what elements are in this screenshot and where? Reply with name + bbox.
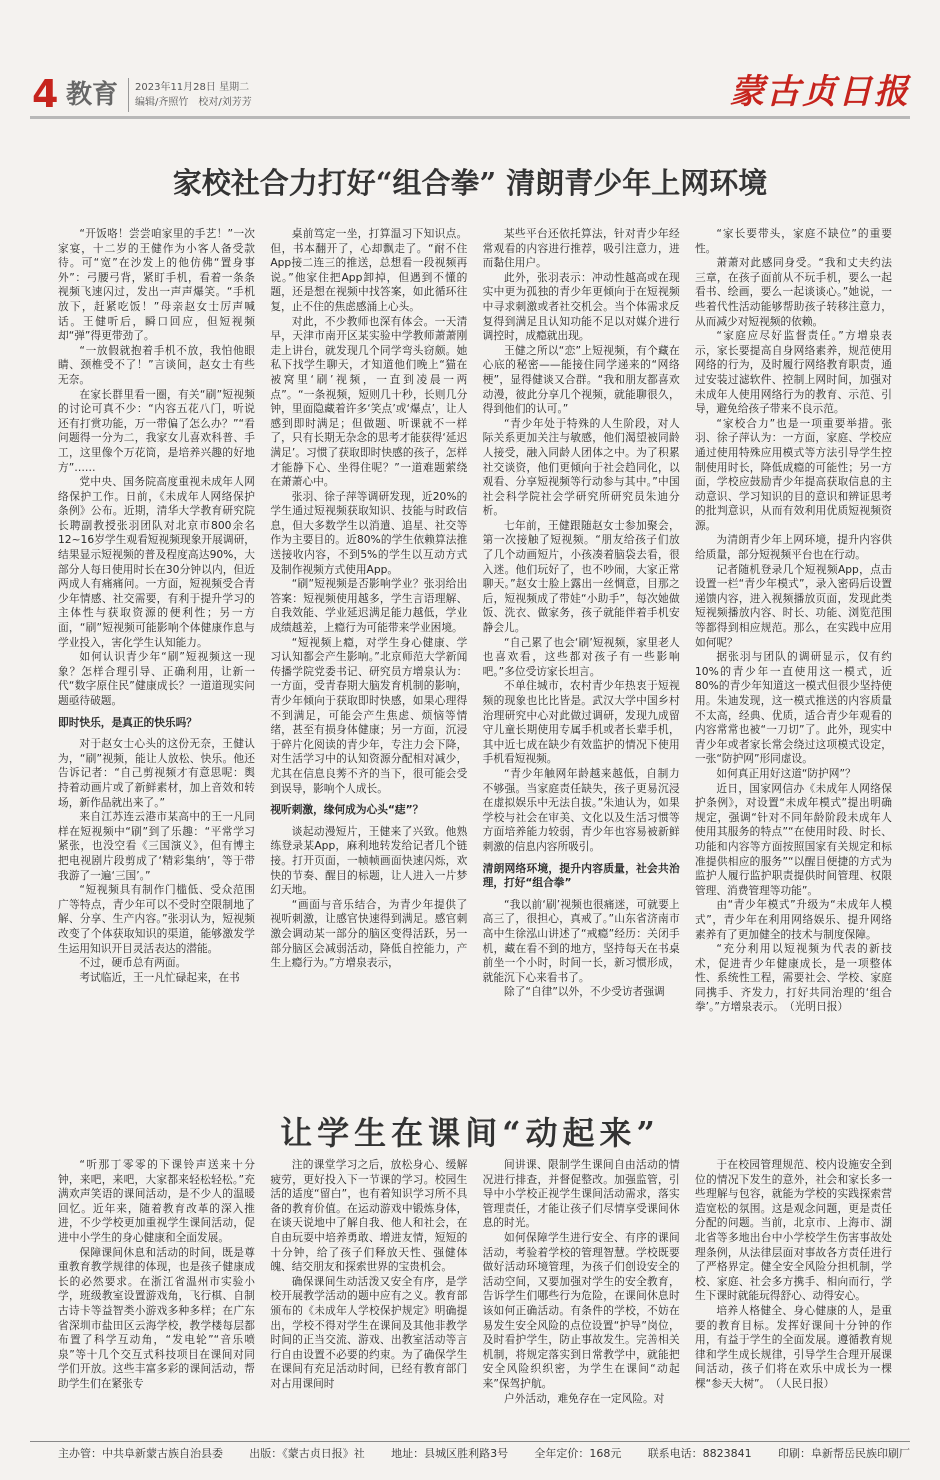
footer-address: 地址：县城区胜利路3号 [391, 1447, 509, 1460]
article2-headline: 让学生在课间“动起来” [280, 1114, 660, 1153]
footer-publisher: 出版：《蒙古贞日报》社 [249, 1447, 365, 1460]
paragraph: 为清朗青少年上网环境，提升内容供给质量，部分短视频平台也在行动。 [694, 533, 892, 562]
paragraph: 保障课间休息和活动的时间，既是尊重教育教学规律的体现，也是孩子健康成长的必然要求。在浙江省温州市实验小学，班级教室设置游戏角，飞行棋、自制古诗卡等益智类小游戏多种多样；在广东省深圳市盐田区云海学校，教学楼每层都布置了科学互动角，“发电轮”“音乐喷泉”等十几个交互式科技项目在课间对同学们开放。这些丰富多彩的课间活动，帮助学生们在紧张专 [58, 1245, 255, 1390]
paragraph: 对于赵女士心头的这份无奈，王健认为，“刷”视频，能让人放松、快乐。他还告诉记者：“自己剪视频才有意思呢：舆持着动画片或了新鲜素材，加上音效和转场，新作品就出来了。” [58, 737, 255, 809]
paragraph: 记者随机登录几个短视频App，点击设置一栏“青少年模式”，录入密码后设置递馈内容，进入视频播放页面，发现此类短视频播放内容、时长、功能、浏览范围等都得到相应规范。那么，在实践中应用如何呢？ [694, 562, 892, 649]
paragraph: 萧萧对此感同身受。“我和丈夫约法三章，在孩子面前从不玩手机，要么一起看书、绘画，要么一起谈谈心。”她说，一些着代性活动能够帮助孩子转移注意力，从而减少对短视频的依赖。 [694, 256, 892, 328]
paragraph: “短视频具有制作门槛低、受众范围广等特点，青少年可以不受时空限制地了解、分享、生产内容。”张羽认为，短视频改变了个体获取知识的渠道，能够激发学生运用知识开目灵活表达的潜能。 [58, 883, 255, 955]
paragraph: “刷”短视频是否影响学业？张羽给出答案：短视频使用越多，学生言语理解、自我效能、学业延迟满足能力越低，学业成绩越差，上瘾行为可能带来学业困境。 [270, 577, 468, 635]
article1-column-2 [270, 227, 467, 1045]
page-number: 4 [32, 72, 59, 116]
paragraph: 党中央、国务院高度重视未成年人网络保护工作。日前，《未成年人网络保护条例》公布。近期，清华大学教育研究院长聘副教授张羽团队对北京市800余名12~16岁学生观看短视频现象开展调研，结果显示短视频的普及程度高达90%，大部分人每日使用时长在30分钟以内，但近两成人有痛痛问。一方面，短视频受合青少年情感、社交需要，有利于提升学习的主体性与获取资源的便利性；另一方面，“刷”短视频可能影响个体健康作息与学业投入，害化学生认知能力。 [58, 475, 255, 649]
paragraph: 此外，张羽表示：冲动性越高或在现实中更为孤独的青少年更倾向于在短视频中寻求刺激或者社交机会。当个体需求反复得到满足且认知功能不足以对媒介进行调控时，成瘾就出现。 [482, 270, 680, 343]
paragraph: “家长要带头，家庭不缺位”的重要性。 [694, 227, 892, 255]
subheading: 清朗网络环境，提升内容质量，社会共治理，打好“组合拳” [482, 861, 680, 890]
paragraph: 谈起动漫短片，王健来了兴致。他熟练登录某App，麻利地转发给记者几个链接。打开页面，一帧帧画面快速闪烁，欢快的节奏、醒目的标题，让人进入一片梦幻天地。 [270, 824, 468, 897]
paragraph: “开饭咯！尝尝咱家里的手艺！”一次家宴，十二岁的王健作为小客人备受款待。可“宽”在沙发上的他仿佛“置身事外”：弓腰弓背，紧盯手机，看着一条条视频飞速闪过，发出一声声爆笑。“手机放下，赶紧吃饭！”母亲赵女士厉声喊话。王健听后，瞬口回应，但短视频却“弹”得更带劲了。 [58, 227, 255, 343]
paragraph: 如何保障学生进行安全、有序的课间活动，考验着学校的管理智慧。学校既要做好活动环境管理，为孩子们创设安全的活动空间，又要加强对学生的安全教育，告诉学生们哪些行为危险，在课间休息时该如何正确活动。有条件的学校，不妨在易发生安全风险的点位设置“护导”岗位，及时看护学生，防止事故发生。完善相关机制，将规定落实到日常教学中，就能把安全风险织织密，为学生在课间“动起来”保驾护航。 [482, 1230, 680, 1390]
paragraph: 七年前，王健跟随赵女士参加聚会，第一次接触了短视频。“朋友给孩子们放了几个动画短片，小孩凑着脑袋去看，很入迷。他们玩好了，也不吵闹，大家正常聊天。”赵女士脸上露出一丝惆意，目那之后，短视频成了带娃“小助手”，每次她做饭、洗衣、做家务，孩子就能伴着手机安静会儿。 [482, 518, 680, 635]
issue-date: 2023年11月28日 星期二 [135, 82, 250, 93]
paragraph: 确保课间生动活泼又安全有序，是学校开展教学活动的题中应有之义。教育部颁布的《未成年人学校保护规定》明确提出，学校不得对学生在课间及其他非教学时间的正当交流、游戏、出教室活动等言行自由设置不必要的约束。为了确保学生在课间有充足活动时间，已经有教育部门对占用课间时 [270, 1274, 468, 1390]
paragraph: 于在校园管理规范、校内设施安全到位的情况下发生的意外，社会和家长多一些理解与包容，就能为学校的实践探索营造宽松的氛围。这是观念问题，更是责任分配的问题。当前，北京市、上海市、湖北省等多地出台中小学校学生伤害事故处理条例，从法律层面对事故各方责任进行了严格界定。健全安全风险分担机制，学校、家庭、社会多方携手、相向而行，学生下课时就能玩得舒心、动得安心。 [694, 1158, 892, 1303]
paragraph: “青少年触网年龄越来越低，自制力不够强。当家庭责任缺失，孩子更易沉浸在虚拟娱乐中无法自拔。”朱迪认为，如果学校与社会在审美、文化以及生活习惯等方面培养能力较弱，青少年也容易被新鲜刺激的信息内容所吸引。 [482, 766, 680, 853]
article2-column-3 [483, 1158, 680, 1438]
masthead-rule [30, 116, 910, 119]
article2-column-4 [695, 1158, 892, 1438]
footer-phone: 联系电话：8823841 [647, 1447, 752, 1460]
paragraph: “自己累了也会‘刷’短视频，家里老人也喜欢看，这些都对孩子有一些影响吧。”多位受访家长坦言。 [482, 635, 680, 678]
paragraph: 王健之所以“恋”上短视频，有个藏在心底的秘密——能接住同学递来的“网络梗”，显得健谈又合群。“我和朋友都喜欢动漫，彼此分享几个视频，就能聊很久，得到他们的认可。” [482, 343, 680, 416]
footer-sponsor: 主办管：中共阜新蒙古族自治县委 [58, 1447, 223, 1460]
footer-rule [30, 1441, 910, 1442]
paragraph: “家校合力”也是一项重要举措。张羽、徐子萍认为：一方面，家庭、学校应通过使用特殊应用模式等方法引导学生控制使用时长，降低成瘾的可能性；另一方面，学校应鼓励青少年提高获取信息的主动意识、学习知识的目的意识和辨证思考的批判意识，从而有效利用优质短视频资源。 [694, 416, 892, 532]
paragraph: 据张羽与团队的调研显示，仅有约10%的青少年一直使用这一模式，近80%的青少年知道这一模式但很少坚持使用。朱迪发现，这一模式推送的内容质量不太高，经典、优质，适合青少年观看的内容常常也被“一刀切”了。此外，现实中青少年或者家长常会绕过这项模式设定，一张“防护网”形同虚设。 [694, 650, 892, 766]
subheading: 视听刺激，缘何成为心头“痣”？ [270, 803, 424, 817]
article1-column-3 [483, 227, 680, 1045]
paragraph: 不过，硬币总有两面。 [79, 956, 187, 970]
masthead-divider [128, 78, 129, 112]
editor-credits: 编辑/齐照竹 校对/刘芳芳 [135, 97, 252, 108]
newspaper-logo: 蒙古贞日报 [730, 72, 910, 112]
paragraph: 近日，国家网信办《未成年人网络保护条例》，对设置“未成年模式”提出明确规定，强调“针对不同年龄阶段未成年人使用其服务的特点”“在使用时段、时长、功能和内容等方面按照国家有关规定和标准提供相应的服务”“以醒目便捷的方式为监护人履行监护职责提供时间管理、权限管理、消费管理等功能”。 [694, 781, 892, 897]
article1-column-1 [58, 227, 255, 1045]
subheading: 即时快乐，是真正的快乐吗？ [58, 715, 197, 729]
paragraph: 由“青少年模式”升级为“未成年人模式”，青少年在利用网络娱乐、提升网络素养有了更加健全的技术与制度保障。 [694, 898, 892, 941]
paragraph: 不单住城市，农村青少年热衷于短视频的现象也比比皆是。武汉大学中国乡村治理研究中心对此做过调研，发现九成留守儿童长期使用专属手机或者长辈手机，其中近七成在缺少有效监护的情况下使用手机看短视频。 [482, 679, 680, 766]
paragraph: 对此，不少教师也深有体会。一天清早，天津市南开区某实验中学教师萧萧刚走上讲台，就发现几个同学弯头窃颇。她私下找学生聊天，才知道他们晚上“猫在被窝里‘刷’视频，一直到凌晨一两点”。“一条视频，短则几十秒，长则几分钟，里面隐藏着许多‘笑点’或‘爆点’，让人感到即时满足；但做题、听课就不一样了，只有长期无杂念的思考才能获得‘延迟满足’。习惯了获取即时快感的孩子，怎样才能静下心、坐得住呢？”一道难题萦绕在萧萧心中。 [270, 314, 468, 489]
paragraph: 考试临近，王一凡忙碌起来，在书 [79, 970, 240, 984]
paragraph: “一放假就抱着手机不放，我怕他眼睛、颈椎受不了！”言谈间，赵女士有些无奈。 [58, 343, 255, 386]
paragraph: 桌前笃定一坐，打算温习下知识点。但，书本翻开了，心却飘走了。“耐不住App接二连三的推送，总想看一段视频再说。”他家住把App卸掉，但遇到不懂的题，还是想在视频中找答案，如此循环往复，止不住的焦虑感涌上心头。 [270, 227, 468, 313]
masthead [0, 62, 940, 118]
article1-headline: 家校社合力打好“组合拳” 清朗青少年上网环境 [172, 166, 768, 201]
paragraph: 在家长群里看一圈，有关“刷”短视频的讨论可真不少：“内容五花八门，听说还有打赏功能，万一带偏了怎么办？”“看问题得一分为二，我家女儿喜欢科普、手工，这里像个万花筒，是培养兴趣的好地方”…… [58, 387, 255, 474]
paragraph: “青少年处于特殊的人生阶段，对人际关系更加关注与敏感，他们渴望被同龄人接受，融入同龄人团体之中。为了积累社交谈资，他们更倾向于社会趋同化，以观看、分享短视频等行动参与其中。”中国社会科学院社会学研究所研究员朱迪分析。 [482, 416, 680, 518]
paragraph: 培养人格健全、身心健康的人，是重要的教育目标。发挥好课间十分钟的作用，有益于学生的全面发展。遵循教育规律和学生成长规律，引导学生合理开展课间活动，孩子们将在欢乐中成长为一棵棵“参天大树”。 （人民日报） [694, 1303, 892, 1390]
paragraph: 户外活动，难免存在一定风险。对 [504, 1391, 665, 1405]
paragraph: 如何认识青少年“刷”短视频这一现象？怎样合理引导、正确利用，让新一代“数字原住民”健康成长？一道道现实问题亟待破题。 [58, 650, 255, 707]
paragraph: 来自江苏连云港市某高中的王一凡同样在短视频中“刷”到了乐趣：“平常学习紧张，也没空看《三国演义》，但有博主把电视剧片段剪成了‘精彩集纳’，等于带我游了一遍‘三国’。” [58, 810, 255, 882]
paragraph: “听那丁零零的下课铃声送来十分钟，来吧，来吧，大家都来轻松轻松。”充满欢声笑语的课间活动，是不少人的温暖回忆。近年来，随着教育改革的深入推进，不少学校更加重视学生课间活动，促进中小学生的身心健康和全面发展。 [58, 1158, 255, 1244]
article2-column-1 [58, 1158, 255, 1438]
article2-column-2 [270, 1158, 467, 1438]
paragraph: “画面与音乐结合，为青少年提供了视听刺激，让感官快速得到满足。感官刺激会调动某一部分的脑区变得活跃，另一部分脑区会减弱活动，降低自控能力，产生上瘾行为。”方增泉表示， [270, 897, 468, 970]
article1-column-4 [695, 227, 892, 1045]
paragraph: “我以前‘刷’视频也很痛迷，可就要上高三了，很担心，真戒了。”山东省济南市高中生徐泓山讲述了“戒瘾”经历：关闭手机，藏在看不到的地方，坚持每天在书桌前坐一个小时，时间一长，新习惯形成，就能沉下心来看书了。 [482, 897, 680, 984]
footer [58, 1447, 910, 1463]
footer-printer: 印刷：阜新帮岳民族印刷厂 [777, 1447, 910, 1460]
paragraph: 除了“自律”以外，不少受访者强调 [504, 985, 665, 999]
footer-price: 全年定价：168元 [534, 1447, 622, 1460]
paragraph: “家庭应尽好监督责任。”方增泉表示，家长要提高自身网络素养，规范使用网络的行为，及时履行网络教育职责，通过安装过滤软件、控制上网时间，加强对未成年人使用网络行为的教育、示范、引导，避免给孩子带来不良示范。 [694, 329, 892, 416]
article2-body [58, 1158, 892, 1438]
paragraph: 如何真正用好这道“防护网”？ [716, 766, 856, 780]
paragraph: 注的课堂学习之后，放松身心、缓解疲劳，更好投入下一节课的学习。校园生活的适度“留白”，也有着知识学习所不具备的教育价值。在运动游戏中锻炼身体，在谈天说地中了解自我、他人和社会，在自由玩耍中培养勇敢、增进友情，短短的十分钟，给了孩子们释放天性、强健体魄、结交朋友和探索世界的宝贵机会。 [270, 1158, 468, 1274]
paragraph: 张羽、徐子萍等调研发现，近20%的学生通过短视频获取知识、技能与时政信息，但大多数学生以消遣、追星、社交等作为主要目的。近80%的学生依赖算法推送接收内容，不到5%的学生以互动方式及制作视频方式使用App。 [270, 489, 468, 576]
paragraph: “充分利用以短视频为代表的新技术，促进青少年健康成长，是一项整体性、系统性工程，需要社会、学校、家庭同携手、齐发力，打好共同治理的‘组合拳’。”方增泉表示。 （光明日报） [694, 942, 892, 1014]
paragraph: 某些平台还依托算法，针对青少年经常观看的内容进行推荐，吸引注意力，进而黏住用户。 [482, 227, 680, 270]
paragraph: “短视频上瘾，对学生身心健康、学习认知都会产生影响。”北京师范大学新闻传播学院党委书记、研究员方增泉认为：一方面，受青春期大脑发育机制的影响，青少年倾向于获取即时快感，如果心理得不到满足，可能会产生焦虑、烦恼等情绪，甚至有损身体健康；另一方面，沉浸于碎片化阅读的青少年，专注力会下降，对生活学习中的认知资源分配相对减少，尤其在信息良莠不齐的当下，很可能会受到误导，影响个人成长。 [270, 635, 468, 795]
section-name: 教育 [66, 80, 119, 110]
paragraph: 间讲课、限制学生课间自由活动的情况进行排查，并督促整改。加强监管，引导中小学校正视学生课间活动需求，落实管理责任，才能让孩子们尽情享受课间休息的时光。 [482, 1158, 680, 1230]
article1-body [58, 227, 892, 1045]
